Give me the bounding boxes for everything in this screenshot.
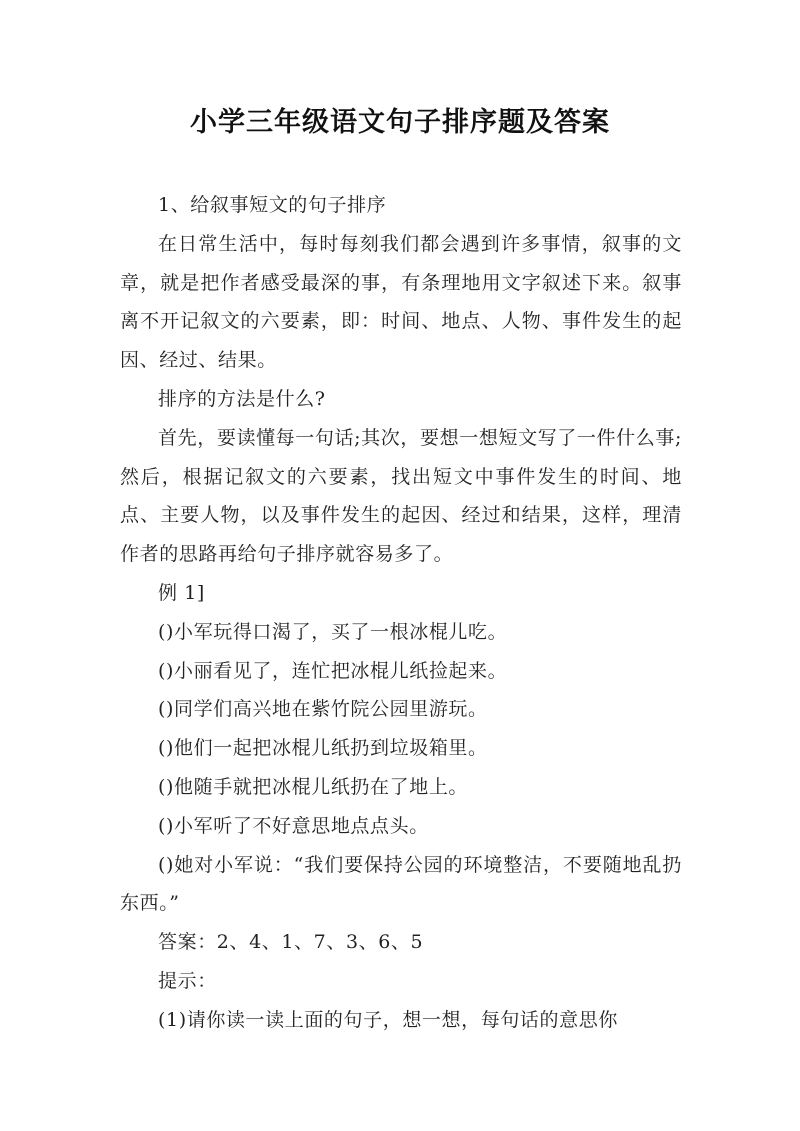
- document-body: [120, 186, 682, 1040]
- sentence-item: ()小军听了不好意思地点点头。: [158, 814, 429, 837]
- paragraph-method: 首先，要读懂每一句话;其次，要想一想短文写了一件什么事;然后，根据记叙文的六要素，找出短文中事件发生的时间、地点、主要人物，以及事件发生的起因、经过和结果，这样，理清作者的思路再给句子排序就容易多了。: [120, 426, 682, 566]
- answer-line: 答案：2、4、1、7、3、6、5: [158, 931, 424, 954]
- sentence-item: ()她对小军说：“我们要保持公园的环境整洁，不要随地乱扔东西。”: [120, 853, 682, 915]
- sentence-item: ()小丽看见了，连忙把冰棍儿纸捡起来。: [158, 659, 508, 682]
- document-title: 小学三年级语文句子排序题及答案: [190, 107, 610, 138]
- section-heading: 1、给叙事短文的句子排序: [158, 194, 387, 216]
- paragraph-question: 排序的方法是什么?: [158, 387, 326, 410]
- sentence-item: ()他们一起把冰棍儿纸扔到垃圾箱里。: [158, 737, 488, 760]
- sentence-item: ()同学们高兴地在紫竹院公园里游玩。: [158, 698, 488, 721]
- paragraph-intro: 在日常生活中，每时每刻我们都会遇到许多事情，叙事的文章，就是把作者感受最深的事，有条理地用文字叙述下来。叙事离不开记叙文的六要素，即：时间、地点、人物、事件发生的起因、经过、结果。: [120, 232, 682, 372]
- hint-label: 提示：: [158, 969, 217, 992]
- example-label: 例 1]: [158, 581, 205, 604]
- sentence-item: ()他随手就把冰棍儿纸扔在了地上。: [158, 775, 469, 798]
- sentence-item: ()小军玩得口渴了，买了一根冰棍儿吃。: [158, 620, 508, 643]
- hint-item: (1)请你读一读上面的句子，想一想，每句话的意思你: [158, 1008, 618, 1031]
